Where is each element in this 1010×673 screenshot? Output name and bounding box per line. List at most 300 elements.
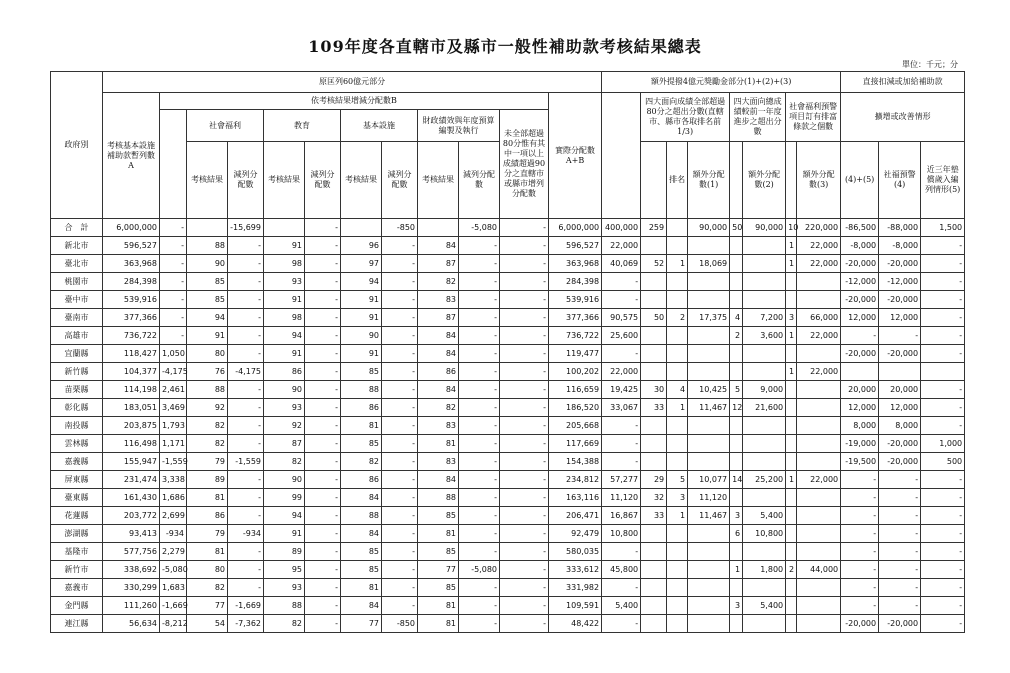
- table-cell: 1,686: [160, 489, 187, 507]
- table-cell: 81: [418, 597, 459, 615]
- table-cell: -: [500, 345, 549, 363]
- table-cell: 91: [187, 327, 228, 345]
- table-cell: [797, 597, 841, 615]
- table-cell: [797, 543, 841, 561]
- table-cell: 2,279: [160, 543, 187, 561]
- table-cell: -: [459, 597, 500, 615]
- header-ex1-blank: [641, 142, 667, 219]
- table-cell: -: [879, 543, 921, 561]
- table-cell: 377,366: [103, 309, 160, 327]
- table-cell: 119,477: [549, 345, 602, 363]
- header-gov: 政府別: [51, 72, 103, 219]
- row-name: 新竹縣: [51, 363, 103, 381]
- header-b: 依考核結果增減分配數B: [160, 93, 549, 110]
- table-cell: -: [160, 273, 187, 291]
- table-cell: [730, 435, 743, 453]
- results-table: [50, 71, 965, 633]
- table-cell: 7,200: [743, 309, 786, 327]
- table-cell: 400,000: [602, 219, 641, 237]
- table-cell: -: [459, 507, 500, 525]
- header-unmet: 未全部超過80分惟有其中一項以上成績超過90分之直轄市或縣市增列分配數: [500, 110, 549, 219]
- table-cell: -: [459, 255, 500, 273]
- row-name: 臺南市: [51, 309, 103, 327]
- table-cell: [730, 543, 743, 561]
- table-cell: 84: [341, 597, 382, 615]
- table-cell: -: [841, 471, 879, 489]
- header-dadj: 擴增或改善情形: [841, 93, 965, 142]
- table-cell: -: [382, 363, 418, 381]
- table-cell: [667, 561, 688, 579]
- table-cell: [667, 219, 688, 237]
- table-cell: 94: [341, 273, 382, 291]
- table-cell: -: [382, 309, 418, 327]
- table-cell: -: [459, 471, 500, 489]
- table-cell: -1,559: [160, 453, 187, 471]
- table-cell: 3: [667, 489, 688, 507]
- table-cell: [786, 399, 797, 417]
- table-cell: 22,000: [797, 237, 841, 255]
- table-cell: [786, 507, 797, 525]
- table-cell: [667, 291, 688, 309]
- table-cell: 203,772: [103, 507, 160, 525]
- table-cell: -: [305, 471, 341, 489]
- table-cell: -12,000: [879, 273, 921, 291]
- table-cell: [730, 363, 743, 381]
- table-cell: 205,668: [549, 417, 602, 435]
- table-cell: 18,069: [688, 255, 730, 273]
- table-cell: 11,120: [602, 489, 641, 507]
- table-cell: [743, 579, 786, 597]
- table-cell: 118,427: [103, 345, 160, 363]
- table-cell: 88: [341, 381, 382, 399]
- table-cell: 87: [264, 435, 305, 453]
- table-cell: 76: [187, 363, 228, 381]
- table-cell: -: [382, 543, 418, 561]
- header-actual: 實際分配數A+B: [549, 93, 602, 219]
- table-cell: [641, 579, 667, 597]
- table-cell: -: [228, 435, 264, 453]
- table-cell: 97: [341, 255, 382, 273]
- table-cell: -: [500, 309, 549, 327]
- table-cell: -: [382, 579, 418, 597]
- table-cell: -: [921, 255, 965, 273]
- header-warn4: 社福預警(4): [879, 142, 921, 219]
- header-score-fin: 考核結果: [418, 142, 459, 219]
- table-cell: -: [500, 417, 549, 435]
- table-cell: -: [841, 597, 879, 615]
- table-cell: 85: [341, 363, 382, 381]
- table-cell: 116,659: [549, 381, 602, 399]
- table-cell: -: [500, 453, 549, 471]
- table-cell: [667, 579, 688, 597]
- table-cell: [667, 615, 688, 633]
- table-cell: 12,000: [841, 399, 879, 417]
- header-ex3: 社會福利預警項目訂有排富條款之個數: [786, 93, 841, 142]
- table-cell: 363,968: [103, 255, 160, 273]
- table-row: [51, 255, 965, 273]
- table-cell: [641, 525, 667, 543]
- table-cell: [797, 381, 841, 399]
- table-cell: -: [500, 363, 549, 381]
- table-cell: [667, 327, 688, 345]
- unit-note: 單位：千元；分: [902, 60, 958, 69]
- table-cell: -20,000: [879, 435, 921, 453]
- header-score-infra: 考核結果: [341, 142, 382, 219]
- table-cell: 14: [730, 471, 743, 489]
- table-cell: -: [459, 345, 500, 363]
- table-row: [51, 489, 965, 507]
- header-ex3-blank: [786, 142, 797, 219]
- table-cell: [786, 381, 797, 399]
- table-cell: 5,400: [743, 597, 786, 615]
- table-cell: [688, 291, 730, 309]
- table-cell: [667, 363, 688, 381]
- table-cell: -: [305, 237, 341, 255]
- table-row: [51, 435, 965, 453]
- table-row: [51, 237, 965, 255]
- table-cell: -20,000: [879, 291, 921, 309]
- table-cell: -20,000: [879, 453, 921, 471]
- table-cell: -20,000: [879, 615, 921, 633]
- table-cell: -: [879, 597, 921, 615]
- table-cell: 3,338: [160, 471, 187, 489]
- table-cell: -: [305, 489, 341, 507]
- header-exalloc2: 額外分配數(2): [743, 142, 786, 219]
- table-cell: 3: [730, 597, 743, 615]
- table-cell: 48,422: [549, 615, 602, 633]
- table-cell: -: [841, 327, 879, 345]
- table-cell: -: [879, 489, 921, 507]
- table-cell: 90: [341, 327, 382, 345]
- table-cell: -: [500, 543, 549, 561]
- table-cell: 80: [187, 561, 228, 579]
- table-cell: [743, 291, 786, 309]
- table-cell: [688, 579, 730, 597]
- table-cell: 85: [418, 579, 459, 597]
- table-cell: 90,000: [743, 219, 786, 237]
- table-cell: [879, 363, 921, 381]
- table-cell: 85: [187, 273, 228, 291]
- table-cell: 1,500: [921, 219, 965, 237]
- table-cell: 81: [418, 615, 459, 633]
- table-cell: 6,000,000: [103, 219, 160, 237]
- table-cell: [264, 219, 305, 237]
- table-cell: 93,413: [103, 525, 160, 543]
- table-cell: 22,000: [602, 363, 641, 381]
- table-cell: 81: [418, 525, 459, 543]
- row-name: 臺北市: [51, 255, 103, 273]
- row-name: 高雄市: [51, 327, 103, 345]
- table-cell: [921, 363, 965, 381]
- table-cell: -: [382, 471, 418, 489]
- table-cell: 92,479: [549, 525, 602, 543]
- table-cell: [786, 543, 797, 561]
- table-cell: 220,000: [797, 219, 841, 237]
- table-cell: -: [382, 417, 418, 435]
- table-cell: -: [228, 507, 264, 525]
- row-name: 澎湖縣: [51, 525, 103, 543]
- table-cell: 596,527: [103, 237, 160, 255]
- table-cell: 114,198: [103, 381, 160, 399]
- table-cell: [797, 291, 841, 309]
- table-cell: [688, 417, 730, 435]
- row-name: 新竹市: [51, 561, 103, 579]
- table-cell: 5,400: [602, 597, 641, 615]
- table-cell: [730, 273, 743, 291]
- table-cell: [797, 489, 841, 507]
- table-cell: 259: [641, 219, 667, 237]
- table-row: [51, 363, 965, 381]
- table-cell: -: [459, 327, 500, 345]
- table-cell: 1: [667, 399, 688, 417]
- table-cell: -: [841, 489, 879, 507]
- table-cell: -: [160, 327, 187, 345]
- table-cell: [786, 579, 797, 597]
- table-cell: 163,116: [549, 489, 602, 507]
- table-cell: -: [228, 489, 264, 507]
- row-name: 嘉義市: [51, 579, 103, 597]
- header-fin: 財政績效與年度預算編製及執行: [418, 110, 500, 142]
- table-cell: [667, 597, 688, 615]
- table-cell: 22,000: [797, 363, 841, 381]
- row-name: 基隆市: [51, 543, 103, 561]
- table-cell: -: [921, 507, 965, 525]
- table-cell: 4: [730, 309, 743, 327]
- table-cell: -: [305, 543, 341, 561]
- header-welfare: 社會福利: [187, 110, 264, 142]
- table-cell: -: [305, 327, 341, 345]
- table-cell: 83: [418, 417, 459, 435]
- table-cell: -850: [382, 219, 418, 237]
- table-cell: 3,600: [743, 327, 786, 345]
- table-cell: -: [305, 345, 341, 363]
- table-cell: [797, 615, 841, 633]
- table-cell: 104,377: [103, 363, 160, 381]
- header-cut-welfare: 減列分配數: [228, 142, 264, 219]
- table-cell: 88: [264, 597, 305, 615]
- table-cell: [667, 345, 688, 363]
- table-cell: 50: [641, 309, 667, 327]
- table-cell: 81: [187, 543, 228, 561]
- table-row: [51, 219, 965, 237]
- table-cell: 83: [418, 291, 459, 309]
- table-cell: -: [602, 273, 641, 291]
- table-cell: [641, 327, 667, 345]
- table-cell: [688, 273, 730, 291]
- table-cell: 1,793: [160, 417, 187, 435]
- header-recent5: 近三年墊償歲入編列情形(5): [921, 142, 965, 219]
- table-cell: 88: [418, 489, 459, 507]
- table-cell: [786, 435, 797, 453]
- table-cell: -: [500, 597, 549, 615]
- table-cell: -: [500, 219, 549, 237]
- table-cell: -: [305, 507, 341, 525]
- table-cell: 116,498: [103, 435, 160, 453]
- table-cell: [688, 453, 730, 471]
- table-cell: -: [500, 273, 549, 291]
- table-cell: [688, 363, 730, 381]
- table-cell: -: [879, 561, 921, 579]
- table-cell: 86: [418, 363, 459, 381]
- row-name: 花蓮縣: [51, 507, 103, 525]
- table-cell: [786, 291, 797, 309]
- table-cell: -: [305, 417, 341, 435]
- table-cell: -5,080: [160, 561, 187, 579]
- header-ex1: 四大面向成績全部超過80分之超出分數(直轄市、縣市各取排名前1/3): [641, 93, 730, 142]
- table-cell: 12,000: [841, 309, 879, 327]
- table-cell: 88: [187, 381, 228, 399]
- table-cell: 82: [187, 435, 228, 453]
- table-cell: 86: [341, 399, 382, 417]
- table-cell: 25,600: [602, 327, 641, 345]
- row-name: 金門縣: [51, 597, 103, 615]
- table-cell: 338,692: [103, 561, 160, 579]
- table-cell: -: [382, 255, 418, 273]
- table-cell: 1: [786, 363, 797, 381]
- table-row: [51, 471, 965, 489]
- table-cell: 186,520: [549, 399, 602, 417]
- table-cell: 3,469: [160, 399, 187, 417]
- table-cell: -: [459, 399, 500, 417]
- table-cell: -: [228, 381, 264, 399]
- table-cell: [797, 273, 841, 291]
- table-cell: 56,634: [103, 615, 160, 633]
- table-cell: -: [305, 561, 341, 579]
- table-cell: [730, 255, 743, 273]
- header-cut-edu: 減列分配數: [305, 142, 341, 219]
- table-cell: 284,398: [549, 273, 602, 291]
- row-name: 嘉義縣: [51, 453, 103, 471]
- table-row: [51, 615, 965, 633]
- table-cell: [667, 543, 688, 561]
- table-cell: 10,800: [602, 525, 641, 543]
- table-cell: -: [459, 309, 500, 327]
- header-score-edu: 考核結果: [264, 142, 305, 219]
- table-cell: -: [500, 471, 549, 489]
- table-cell: 94: [264, 507, 305, 525]
- table-cell: 5: [730, 381, 743, 399]
- table-cell: 82: [418, 273, 459, 291]
- table-cell: 1: [786, 255, 797, 273]
- header-extra: 額外提撥4億元獎勵金部分(1)+(2)+(3): [602, 72, 841, 93]
- table-cell: -: [921, 597, 965, 615]
- table-cell: 154,388: [549, 453, 602, 471]
- table-cell: -: [459, 543, 500, 561]
- table-cell: [688, 615, 730, 633]
- table-cell: 11,467: [688, 399, 730, 417]
- table-row: [51, 381, 965, 399]
- table-row: [51, 417, 965, 435]
- table-cell: [688, 327, 730, 345]
- table-cell: 85: [187, 291, 228, 309]
- table-cell: [641, 417, 667, 435]
- table-cell: -: [921, 345, 965, 363]
- table-cell: 22,000: [797, 327, 841, 345]
- table-cell: -: [305, 453, 341, 471]
- table-cell: 90,000: [688, 219, 730, 237]
- table-cell: 33: [641, 507, 667, 525]
- table-cell: 77: [341, 615, 382, 633]
- table-cell: 84: [418, 237, 459, 255]
- table-cell: 333,612: [549, 561, 602, 579]
- row-name: 苗栗縣: [51, 381, 103, 399]
- table-cell: 90: [264, 381, 305, 399]
- table-row: [51, 507, 965, 525]
- table-cell: 81: [341, 579, 382, 597]
- table-cell: -: [305, 273, 341, 291]
- table-row: [51, 291, 965, 309]
- table-cell: 89: [264, 543, 305, 561]
- table-cell: [641, 597, 667, 615]
- table-cell: [688, 525, 730, 543]
- table-cell: -: [602, 417, 641, 435]
- table-cell: -: [921, 615, 965, 633]
- table-cell: -: [921, 561, 965, 579]
- table-cell: [743, 345, 786, 363]
- table-cell: 92: [187, 399, 228, 417]
- table-cell: 81: [418, 435, 459, 453]
- table-cell: 95: [264, 561, 305, 579]
- header-score-welfare: 考核結果: [187, 142, 228, 219]
- table-cell: [786, 489, 797, 507]
- table-cell: -: [459, 291, 500, 309]
- table-cell: 736,722: [103, 327, 160, 345]
- table-cell: -: [841, 543, 879, 561]
- table-cell: 17,375: [688, 309, 730, 327]
- table-cell: -: [500, 525, 549, 543]
- table-cell: -: [382, 345, 418, 363]
- table-cell: 736,722: [549, 327, 602, 345]
- row-name: 屏東縣: [51, 471, 103, 489]
- table-cell: -: [305, 399, 341, 417]
- table-cell: 84: [341, 525, 382, 543]
- table-cell: -8,000: [879, 237, 921, 255]
- table-cell: -: [228, 417, 264, 435]
- table-cell: 155,947: [103, 453, 160, 471]
- table-cell: -: [841, 561, 879, 579]
- row-name: 連江縣: [51, 615, 103, 633]
- table-cell: 109,591: [549, 597, 602, 615]
- table-cell: 2,461: [160, 381, 187, 399]
- table-cell: 85: [418, 507, 459, 525]
- table-cell: 22,000: [797, 471, 841, 489]
- table-cell: 1: [730, 561, 743, 579]
- header-orig: 原匡列60億元部分: [103, 72, 602, 93]
- table-cell: [667, 417, 688, 435]
- table-cell: -: [921, 309, 965, 327]
- table-cell: -: [382, 435, 418, 453]
- table-cell: -: [305, 381, 341, 399]
- table-cell: 40,069: [602, 255, 641, 273]
- header-rank: 排名: [667, 142, 688, 219]
- table-cell: [341, 219, 382, 237]
- table-cell: -: [921, 489, 965, 507]
- table-row: [51, 561, 965, 579]
- table-cell: 1,000: [921, 435, 965, 453]
- table-cell: [641, 435, 667, 453]
- table-cell: -: [305, 309, 341, 327]
- table-cell: [797, 399, 841, 417]
- table-cell: [667, 237, 688, 255]
- table-body: [51, 219, 965, 633]
- table-cell: -: [459, 453, 500, 471]
- header-base: 考核基本設施補助款暫列數A: [103, 93, 160, 219]
- table-cell: -5,080: [459, 561, 500, 579]
- table-cell: -: [382, 327, 418, 345]
- table-cell: 1,683: [160, 579, 187, 597]
- table-cell: 94: [187, 309, 228, 327]
- table-cell: 82: [341, 453, 382, 471]
